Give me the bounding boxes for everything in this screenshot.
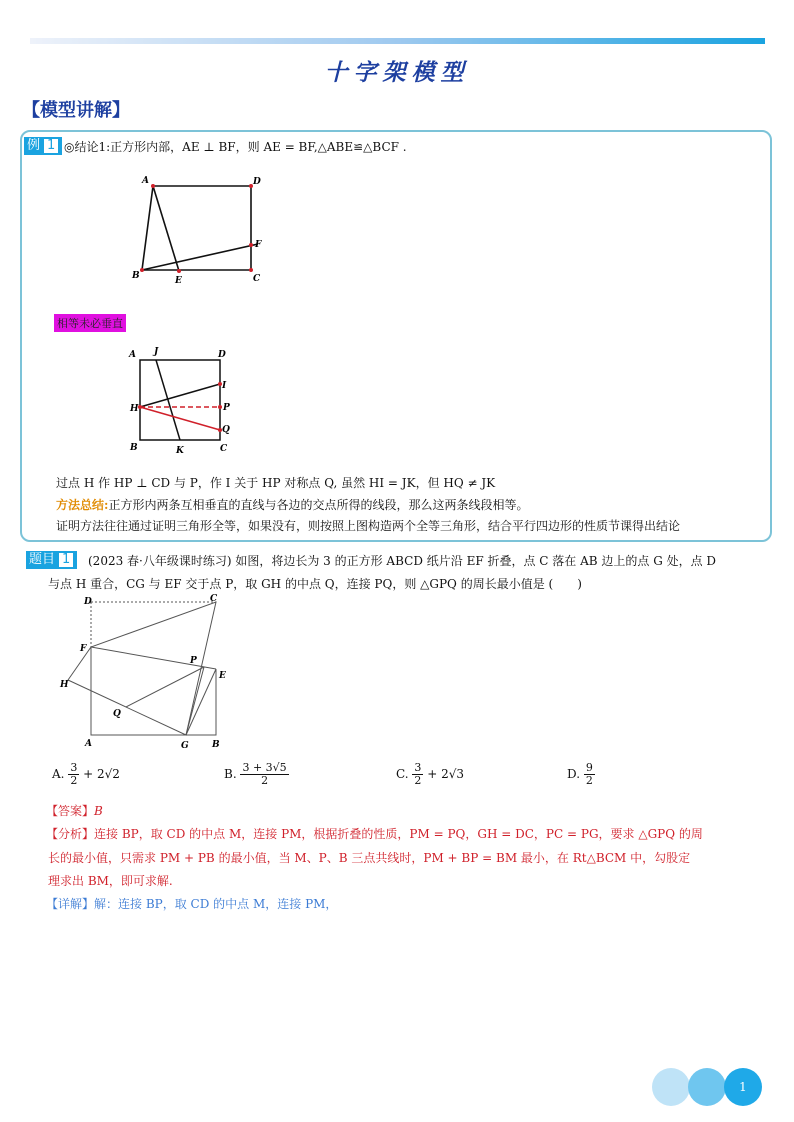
fig3-label-h: H xyxy=(60,680,69,690)
example-statement: ◎结论1:正方形内部，AE ⊥ BF，则 AE = BF,△ABE≌△BCF . xyxy=(64,140,407,154)
page-deco-circle-2 xyxy=(688,1068,726,1106)
method-label: 方法总结: xyxy=(56,498,109,512)
analysis-line-3: 理求出 BM，即可求解. xyxy=(48,874,173,888)
fig2-label-b: B xyxy=(130,443,138,453)
figure-square-cross xyxy=(130,170,270,290)
fig2-label-i: I xyxy=(222,381,227,391)
analysis-line-2: 长的最小值，只需求 PM + PB 的最小值，当 M、P、B 三点共线时，PM + BP = BM 最小，在 Rt△BCM 中，勾股定 xyxy=(48,851,691,865)
figure-equal-not-perpendicular xyxy=(122,342,252,457)
fig3-label-e: E xyxy=(219,671,226,681)
fig1-label-c: C xyxy=(253,274,261,284)
section-title: 【模型讲解】 xyxy=(22,100,130,121)
fig1-label-d: D xyxy=(253,177,261,187)
example-tag: 例 1 xyxy=(24,137,62,155)
fig2-label-c: C xyxy=(220,444,228,454)
fig2-label-d: D xyxy=(218,350,226,360)
fig2-label-q: Q xyxy=(222,425,230,435)
problem-tag: 题目 1 xyxy=(26,551,77,569)
fig3-label-c: C xyxy=(210,594,218,604)
fig1-label-f: F xyxy=(255,240,262,250)
problem-text-1: (2023 春·八年级课时练习) 如图，将边长为 3 的正方形 ABCD 纸片沿 EF 折叠，点 C 落在 AB 边上的点 G 处，点 D xyxy=(88,554,717,568)
fig1-label-a: A xyxy=(142,176,149,186)
option-b[interactable]: B. $\frac{3 + 3√5}{2}$ xyxy=(224,761,287,787)
option-d[interactable]: D. $\frac{9}{2}$ xyxy=(567,761,593,787)
example-line1: 过点 H 作 HP ⊥ CD 与 P，作 I 关于 HP 对称点 Q, 虽然 HI = JK，但 HQ ≠ JK xyxy=(56,476,496,490)
fig2-label-a: A xyxy=(129,350,136,360)
fig1-label-b: B xyxy=(132,271,140,281)
fig3-label-d: D xyxy=(84,597,92,607)
answer-line: 【答案】B xyxy=(46,804,103,818)
page-number: 1 xyxy=(724,1068,762,1106)
detail-line: 【详解】解：连接 BP，取 CD 的中点 M，连接 PM， xyxy=(46,897,338,911)
header-gradient-bar xyxy=(30,38,765,44)
fig2-label-h: H xyxy=(130,404,139,414)
method-summary xyxy=(56,496,528,513)
fig3-label-a: A xyxy=(85,739,92,749)
method-text: 正方形内两条互相垂直的直线与各边的交点所得的线段，那么这两条线段相等。 xyxy=(108,498,529,512)
fig3-label-q: Q xyxy=(113,709,121,719)
option-a[interactable]: A. $\frac{3}{2}$ + 2√2 xyxy=(52,761,120,787)
problem-text-2: 与点 H 重合，CG 与 EF 交于点 P，取 GH 的中点 Q，连接 PQ，则 △GPQ 的周长最小值是 ( ) xyxy=(48,577,582,591)
analysis-line-1: 【分析】连接 BP，取 CD 的中点 M，连接 PM，根据折叠的性质，PM = PQ，GH = DC，PC = PG，要求 △GPQ 的周 xyxy=(46,827,703,841)
fig3-label-p: P xyxy=(190,656,197,666)
fig3-label-b: B xyxy=(212,740,220,750)
highlight-note: 相等未必垂直 xyxy=(54,314,126,332)
example-line3: 证明方法往往通过证明三角形全等，如果没有，则按照上图构造两个全等三角形，结合平行四边形的性质节课得出结论 xyxy=(56,519,681,533)
fig3-label-f: F xyxy=(80,644,87,654)
fig2-label-k: K xyxy=(176,446,184,456)
option-c[interactable]: C. $\frac{3}{2}$ + 2√3 xyxy=(396,761,465,787)
figure-folded-square xyxy=(56,592,246,752)
fig2-label-j: J xyxy=(154,347,159,357)
page-deco-circle-1 xyxy=(652,1068,690,1106)
fig1-label-e: E xyxy=(175,276,182,286)
page-title: 十字架模型 xyxy=(324,60,470,86)
fig3-label-g: G xyxy=(181,741,189,751)
fig2-label-p: P xyxy=(223,403,230,413)
